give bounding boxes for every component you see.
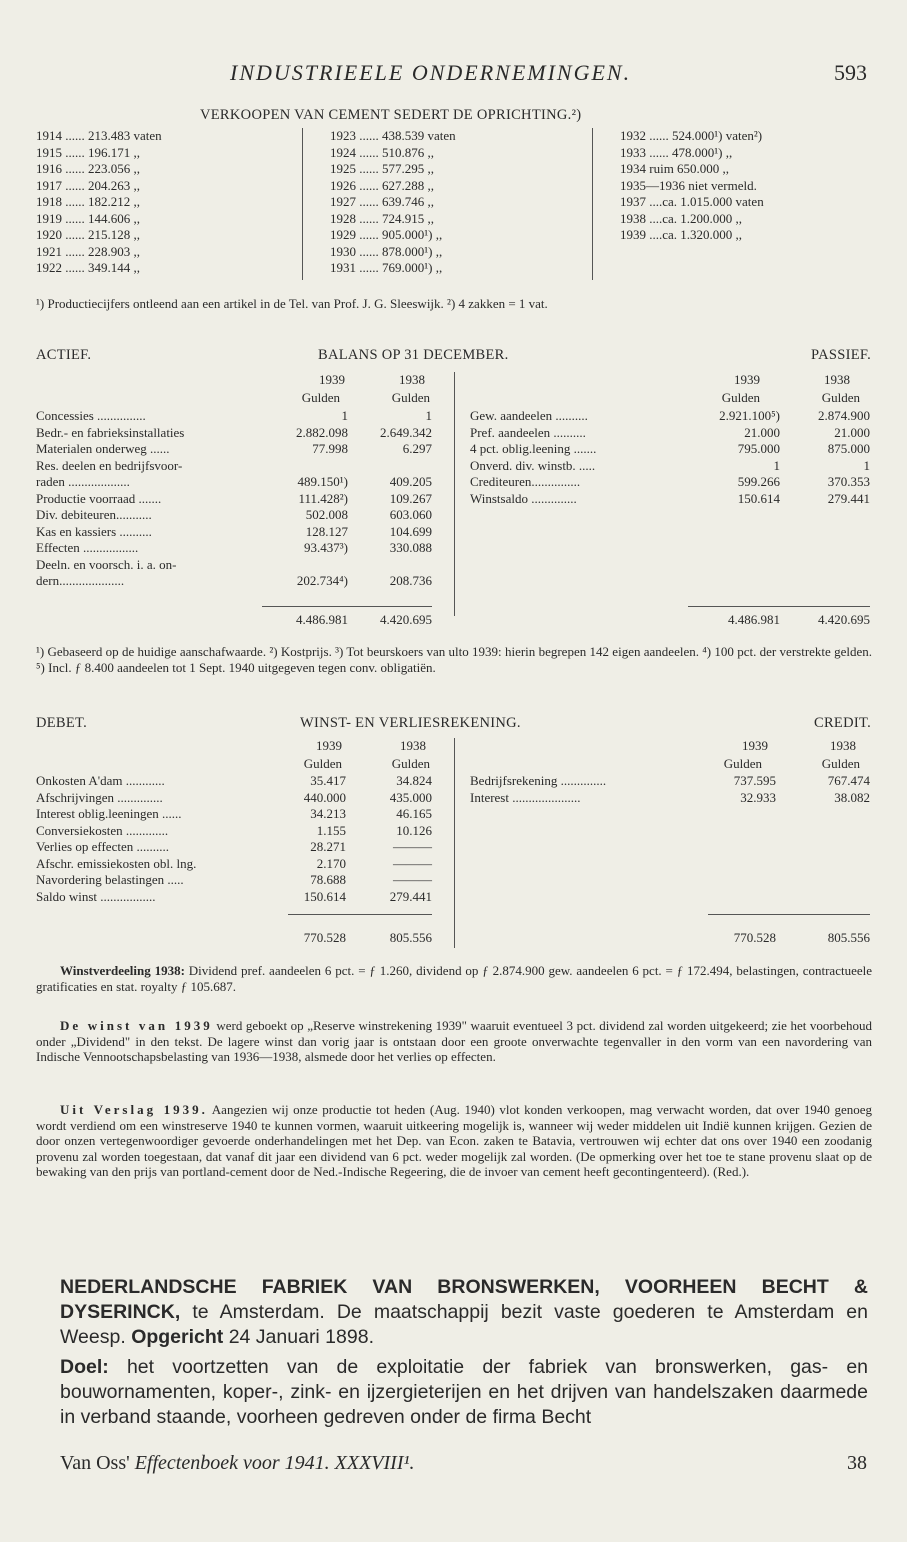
debit-value: 435.000 <box>389 789 432 805</box>
asset-value <box>352 557 432 574</box>
sales-row: 1934 ruim 650.000 ,, <box>620 161 730 176</box>
asset-value: 202.734⁴) <box>296 573 348 588</box>
balance-footnote: ¹) Gebaseerd op de huidige aanschafwaarde. ²) Kostprijs. ³) Tot beurskoers van ulto 1939: hierin begrepen 142 eigen aandeelen. ⁴) 100 pct. der verstrekte gelden. ⁵) Incl. ƒ 8.400 aandeelen tot 1 Sept. 1940 uitgegeven tegen conv. obligatiën. <box>36 644 872 675</box>
debit-label: Interest oblig.leeningen ...... <box>36 806 182 821</box>
debit-value: 440.000 <box>303 789 346 805</box>
sales-col-2 <box>330 128 456 277</box>
assets-1938 <box>352 408 432 590</box>
debit-label: Verlies op effecten .......... <box>36 839 169 854</box>
winst-label: De winst van 1939 <box>60 1018 213 1033</box>
divider <box>592 128 593 280</box>
debit-value: 1.155 <box>316 822 346 838</box>
sales-row: 1933 ...... 478.000¹) ,, <box>620 144 733 160</box>
debit-value: 35.417 <box>310 773 346 788</box>
debit-value: 10.126 <box>396 822 432 838</box>
sales-row: 1929 ...... 905.000¹) ,, <box>330 227 443 242</box>
liability-value: 875.000 <box>827 441 870 456</box>
credit-value: 38.082 <box>834 789 870 805</box>
winstverdeeling-text: Dividend pref. aandeelen 6 pct. = ƒ 1.260, dividend op ƒ 2.874.900 gew. aandeelen 6 pct. = ƒ 172.494, belastingen, contractueele gratificaties en stat. royalty ƒ 105.687. <box>36 963 872 994</box>
doel-label: Doel: <box>60 1356 109 1378</box>
running-header: INDUSTRIEELE ONDERNEMINGEN. <box>230 60 632 85</box>
winst-text: werd geboekt op „Reserve winstrekening 1939" waaruit eventueel 3 pct. dividend zal worden uitgekeerd; zie het voorbehoud onder „Dividend" in den tekst. De lagere winst dan vorig jaar is ontstaan door een groote onverwachte tegenvaller in den vorm van een navordering van Indische Vennootschapsbelasting van 1936—1938, alsmede door het verlies op effecten. <box>36 1018 872 1064</box>
winstverdeeling-label: Winstverdeeling 1938: <box>60 963 185 978</box>
sales-row: 1932 ...... 524.000¹) vaten²) <box>620 128 763 143</box>
debit-value: 34.824 <box>396 773 432 788</box>
sales-row: 1926 ...... 627.288 ,, <box>330 177 434 193</box>
liability-value: 21.000 <box>834 424 870 440</box>
unit-label: Gulden <box>301 390 340 405</box>
asset-value: 2.882.098 <box>296 424 348 440</box>
unit-label: Gulden <box>303 756 342 771</box>
total-rule <box>688 606 870 607</box>
liability-label: Pref. aandeelen .......... <box>470 424 586 440</box>
year-1939: 1939 <box>734 372 760 387</box>
footer-page: 38 <box>847 1452 867 1474</box>
asset-value: 2.649.342 <box>380 424 432 440</box>
liability-label: Onverd. div. winstb. ..... <box>470 457 596 473</box>
doel-text: het voortzetten van de exploitatie der fabriek van bronswerken, gas- en bouwornamenten, koper-, zink- en ijzergieterijen en het drijven van handelszaken daarmede in verband staande, voorheen gedreven onder de firma Becht <box>60 1356 869 1428</box>
asset-label: Deeln. en voorsch. i. a. on- <box>36 556 177 572</box>
liability-value: 279.441 <box>827 490 870 506</box>
assets-labels <box>36 408 184 590</box>
asset-value: 77.998 <box>312 441 348 456</box>
asset-label: Div. debiteuren........... <box>36 507 152 522</box>
actief-label: ACTIEF. <box>36 347 92 363</box>
divider <box>454 738 455 948</box>
liabilities-labels <box>470 408 596 507</box>
asset-label: Productie voorraad ....... <box>36 490 162 506</box>
sales-col-3 <box>620 128 764 244</box>
debit-total-1938: 805.556 <box>389 930 432 945</box>
company-desc: te Amsterdam. De maatschappij bezit vaste goederen te Amsterdam en Weesp. <box>60 1301 869 1348</box>
sales-row: 1938 ....ca. 1.200.000 ,, <box>620 210 743 226</box>
asset-value: 93.437³) <box>304 540 348 555</box>
footer-book: Effectenboek voor 1941. XXXVIII¹. <box>134 1452 415 1474</box>
liabilities-total-1938: 4.420.695 <box>818 612 870 627</box>
debit-label: Onkosten A'dam ............ <box>36 773 165 788</box>
total-rule <box>288 914 432 915</box>
asset-label: dern.................... <box>36 573 125 588</box>
liability-value: 150.614 <box>737 490 780 506</box>
asset-value: 111.428²) <box>298 490 348 506</box>
divider <box>454 372 455 616</box>
sales-row: 1920 ...... 215.128 ,, <box>36 227 140 242</box>
debit-value: ——— <box>393 855 432 871</box>
liability-value: 2.921.100⁵) <box>719 408 780 423</box>
pl-title: WINST- EN VERLIESREKENING. <box>300 715 521 731</box>
asset-label: Concessies ............... <box>36 408 146 423</box>
debit-value: 2.170 <box>316 855 346 871</box>
liability-label: Winstsaldo .............. <box>470 490 577 506</box>
unit-label: Gulden <box>721 390 760 405</box>
credit-value: 32.933 <box>740 789 776 805</box>
year-1938: 1938 <box>399 372 425 387</box>
asset-value: 208.736 <box>389 573 432 588</box>
assets-total-1938: 4.420.695 <box>380 612 432 627</box>
sales-row: 1939 ....ca. 1.320.000 ,, <box>620 227 743 242</box>
asset-value: 109.267 <box>389 490 432 506</box>
debit-value: ——— <box>393 872 432 887</box>
asset-value: 502.008 <box>305 507 348 522</box>
debit-label: Saldo winst ................. <box>36 888 156 904</box>
sales-footnote: ¹) Productiecijfers ontleend aan een artikel in de Tel. van Prof. J. G. Sleeswijk. ²) 4 zakken = 1 vat. <box>36 296 548 311</box>
credit-labels <box>470 773 606 806</box>
debit-value: 34.213 <box>310 806 346 821</box>
liabilities-1939 <box>690 408 780 507</box>
asset-label: Materialen onderweg ...... <box>36 441 170 456</box>
sales-row: 1928 ...... 724.915 ,, <box>330 210 434 226</box>
liability-value: 1 <box>773 457 780 473</box>
total-rule <box>262 606 432 607</box>
liability-label: 4 pct. oblig.leening ....... <box>470 441 597 456</box>
unit-label: Gulden <box>391 756 430 771</box>
asset-label: raden ................... <box>36 474 130 489</box>
liability-label: Gew. aandeelen .......... <box>470 408 588 423</box>
debit-value: ——— <box>393 839 432 854</box>
liability-value: 1 <box>863 457 870 473</box>
doel-entry <box>60 1355 868 1430</box>
sales-row: 1915 ...... 196.171 ,, <box>36 144 140 160</box>
debit-label: Navordering belastingen ..... <box>36 872 184 887</box>
credit-1938 <box>786 773 870 806</box>
year-1939: 1939 <box>742 738 768 753</box>
credit-total-1939: 770.528 <box>733 930 776 945</box>
sales-row: 1923 ...... 438.539 vaten <box>330 128 456 143</box>
liability-value: 795.000 <box>737 441 780 456</box>
debit-value: 78.688 <box>310 872 346 887</box>
verslag-label: Uit Verslag 1939. <box>60 1102 208 1117</box>
sales-row: 1931 ...... 769.000¹) ,, <box>330 260 443 275</box>
credit-1939 <box>696 773 776 806</box>
asset-value: 6.297 <box>402 441 432 456</box>
debit-labels <box>36 773 196 905</box>
sales-col-1 <box>36 128 162 277</box>
debit-value: 46.165 <box>396 806 432 821</box>
asset-value: 1 <box>425 408 432 423</box>
year-1939: 1939 <box>319 372 345 387</box>
credit-value: 767.474 <box>827 773 870 788</box>
asset-label: Kas en kassiers .......... <box>36 523 152 539</box>
asset-label: Effecten ................. <box>36 540 139 555</box>
credit-label-item: Interest ..................... <box>470 789 581 805</box>
debit-value: 28.271 <box>310 839 346 854</box>
liability-label: Crediteuren............... <box>470 474 581 489</box>
company-name: NEDERLANDSCHE FABRIEK VAN BRONSWERKEN, VOORHEEN BECHT & DYSERINCK, <box>60 1276 868 1323</box>
asset-value: 1 <box>341 408 348 423</box>
debit-total-1939: 770.528 <box>303 930 346 945</box>
asset-value <box>262 557 348 574</box>
footer-source <box>60 1452 415 1475</box>
liability-value: 2.874.900 <box>818 408 870 423</box>
credit-total-1938: 805.556 <box>827 930 870 945</box>
credit-label-item: Bedrijfsrekening .............. <box>470 773 607 788</box>
liabilities-total-1939: 4.486.981 <box>728 612 780 627</box>
liability-value: 599.266 <box>737 474 780 489</box>
debit-label: Afschr. emissiekosten obl. lng. <box>36 855 197 871</box>
total-rule <box>708 914 870 915</box>
debit-1938 <box>356 773 432 905</box>
verslag-text: Aangezien wij onze productie tot heden (Aug. 1940) vlot konden verkoopen, mag verwacht worden, dat over 1940 genoeg wordt verdiend om een winstreserve 1940 te kunnen vormen, waaruit uitkeering mogelijk is, wanneer wij weder middelen uit Indië kunnen krijgen. Gezien de door onzen vertegenwoordiger gevoerde onderhandelingen met het Dep. van Econ. zaken te Batavia, vertrouwen wij echter dat ons over 1940 een zoodanig provenu zal worden toegestaan, dat vanaf dit jaar een dividend van 6 pct. weder mogelijk zal worden. (De opmerking over het toe te stane provenu slaat op de bewaking van den prijs van portland-cement door de Ned.-Indische Regeering, die de invoer van cement heeft gecontingenteerd). (Red.). <box>36 1102 872 1179</box>
liabilities-1938 <box>786 408 870 507</box>
company-entry <box>60 1275 868 1350</box>
debit-value: 279.441 <box>389 888 432 904</box>
passief-label: PASSIEF. <box>811 347 871 363</box>
balance-title: BALANS OP 31 DECEMBER. <box>318 347 509 363</box>
verslag-paragraph <box>36 1102 872 1180</box>
sales-row: 1930 ...... 878.000¹) ,, <box>330 243 443 259</box>
asset-value: 489.150¹) <box>297 474 348 489</box>
assets-1939 <box>262 408 348 590</box>
unit-label: Gulden <box>821 756 860 771</box>
asset-value <box>262 458 348 475</box>
sales-row: 1914 ...... 213.483 vaten <box>36 128 162 143</box>
sales-row: 1917 ...... 204.263 ,, <box>36 177 140 193</box>
unit-label: Gulden <box>391 390 430 405</box>
sales-row: 1918 ...... 182.212 ,, <box>36 194 140 209</box>
sales-title: VERKOOPEN VAN CEMENT SEDERT DE OPRICHTING.²) <box>200 107 582 123</box>
sales-row: 1937 ....ca. 1.015.000 vaten <box>620 194 764 209</box>
sales-row: 1935—1936 niet vermeld. <box>620 177 757 193</box>
asset-label: Bedr.- en fabrieksinstallaties <box>36 424 185 440</box>
assets-total-1939: 4.486.981 <box>296 612 348 627</box>
sales-row: 1919 ...... 144.606 ,, <box>36 210 140 226</box>
debit-label: Conversiekosten ............. <box>36 822 169 838</box>
asset-value: 104.699 <box>389 523 432 539</box>
page-number: 593 <box>834 60 867 85</box>
debit-label: Afschrijvingen .............. <box>36 789 163 805</box>
year-1938: 1938 <box>400 738 426 753</box>
unit-label: Gulden <box>723 756 762 771</box>
sales-row: 1924 ...... 510.876 ,, <box>330 144 434 160</box>
sales-row: 1921 ...... 228.903 ,, <box>36 243 140 259</box>
year-1939: 1939 <box>316 738 342 753</box>
footer-publisher: Van Oss' <box>60 1452 130 1474</box>
asset-value: 128.127 <box>305 523 348 539</box>
debet-label: DEBET. <box>36 715 88 731</box>
credit-value: 737.595 <box>733 773 776 788</box>
winst-paragraph <box>36 1018 872 1065</box>
opgericht-date: 24 Januari 1898. <box>228 1326 374 1348</box>
year-1938: 1938 <box>830 738 856 753</box>
sales-row: 1927 ...... 639.746 ,, <box>330 194 434 209</box>
credit-label: CREDIT. <box>813 715 871 731</box>
year-1938: 1938 <box>824 372 850 387</box>
asset-value: 409.205 <box>389 474 432 489</box>
asset-value <box>352 458 432 475</box>
sales-row: 1916 ...... 223.056 ,, <box>36 161 140 176</box>
debit-value: 150.614 <box>303 888 346 904</box>
unit-label: Gulden <box>821 390 860 405</box>
asset-label: Res. deelen en bedrijfsvoor- <box>36 457 183 473</box>
asset-value: 603.060 <box>389 507 432 522</box>
liability-value: 21.000 <box>744 424 780 440</box>
divider <box>302 128 303 280</box>
opgericht-label: Opgericht <box>131 1326 224 1348</box>
sales-row: 1925 ...... 577.295 ,, <box>330 161 434 176</box>
asset-value: 330.088 <box>389 540 432 555</box>
winstverdeeling-paragraph <box>36 963 872 994</box>
liability-value: 370.353 <box>827 474 870 489</box>
sales-row: 1922 ...... 349.144 ,, <box>36 260 140 275</box>
debit-1939 <box>272 773 346 905</box>
